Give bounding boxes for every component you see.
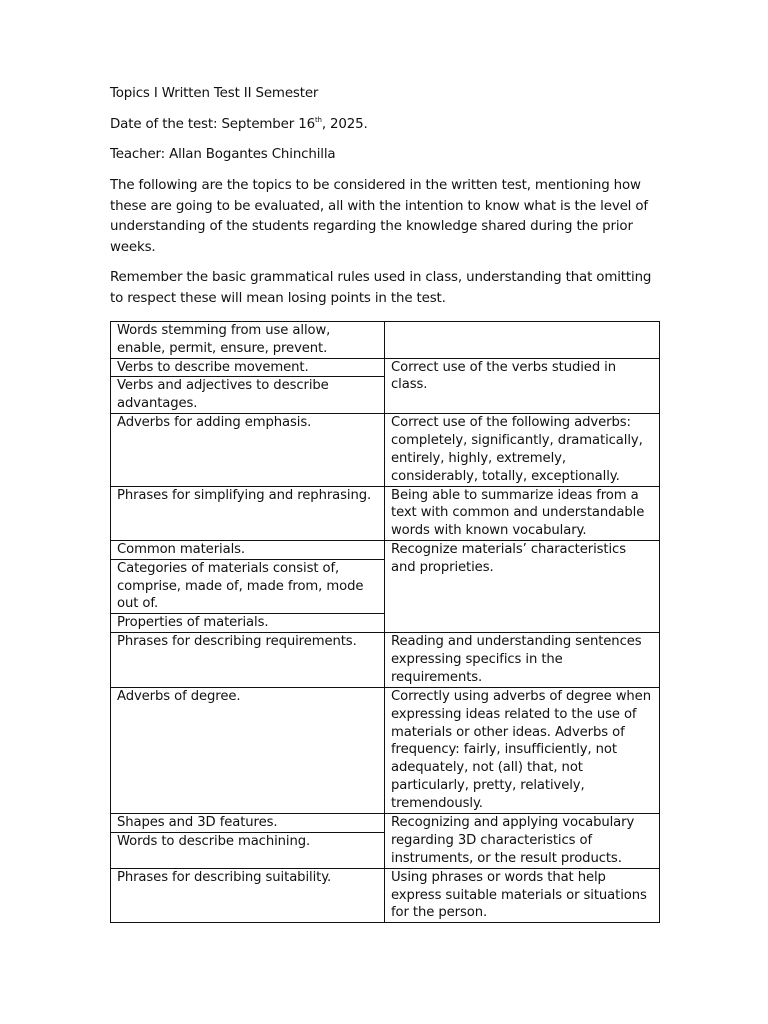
evaluation-cell: Using phrases or words that help express suitable materials or situations for the person. — [385, 868, 660, 922]
topic-cell: Verbs and adjectives to describe advantages. — [111, 377, 385, 414]
test-date-ordinal: th — [314, 115, 322, 124]
topic-cell: Common materials. — [111, 540, 385, 559]
table-row — [111, 486, 660, 540]
topic-cell: Phrases for describing suitability. — [111, 868, 385, 922]
evaluation-cell — [385, 322, 660, 359]
evaluation-cell: Correct use of the verbs studied in class. — [385, 358, 660, 414]
evaluation-cell: Correctly using adverbs of degree when expressing ideas related to the use of materials or other ideas. Adverbs of frequency: fairly, insufficiently, not adequately, not (all) that, not particularly, pretty, relatively, tremendously. — [385, 687, 660, 813]
topic-cell: Phrases for simplifying and rephrasing. — [111, 486, 385, 540]
table-row — [111, 358, 660, 377]
evaluation-cell: Recognize materials’ characteristics and proprieties. — [385, 540, 660, 632]
table-row — [111, 322, 660, 359]
document-title: Topics I Written Test II Semester — [110, 86, 319, 101]
evaluation-cell: Being able to summarize ideas from a text with common and understandable words with known vocabulary. — [385, 486, 660, 540]
evaluation-cell: Recognizing and applying vocabulary regarding 3D characteristics of instruments, or the result products. — [385, 813, 660, 868]
topics-table — [110, 321, 660, 923]
evaluation-cell: Correct use of the following adverbs: completely, significantly, dramatically, entirely, highly, extremely, considerably, totally, exceptionally. — [385, 414, 660, 486]
table-row — [111, 813, 660, 832]
test-date-suffix: , 2025. — [321, 117, 368, 132]
table-row — [111, 687, 660, 813]
topic-cell: Properties of materials. — [111, 614, 385, 633]
table-row — [111, 414, 660, 486]
teacher-name: Teacher: Allan Bogantes Chinchilla — [110, 147, 336, 162]
test-date-prefix: Date of the test: September 16 — [110, 117, 315, 132]
table-row — [111, 868, 660, 922]
topic-cell: Adverbs of degree. — [111, 687, 385, 813]
topic-cell: Words stemming from use allow, enable, permit, ensure, prevent. — [111, 322, 385, 359]
table-row — [111, 540, 660, 559]
topic-cell: Verbs to describe movement. — [111, 358, 385, 377]
test-date — [110, 115, 368, 136]
topic-cell: Adverbs for adding emphasis. — [111, 414, 385, 486]
topic-cell: Phrases for describing requirements. — [111, 632, 385, 687]
intro-paragraph: The following are the topics to be considered in the written test, mentioning how these are going to be evaluated, all with the intention to know what is the level of understanding of the students regarding the knowledge shared during the prior weeks. — [110, 178, 648, 255]
reminder-paragraph: Remember the basic grammatical rules used in class, understanding that omitting to respect these will mean losing points in the test. — [110, 270, 652, 306]
table-row — [111, 632, 660, 687]
topic-cell: Categories of materials consist of, comprise, made of, made from, mode out of. — [111, 559, 385, 613]
topic-cell: Words to describe machining. — [111, 832, 385, 868]
topic-cell: Shapes and 3D features. — [111, 813, 385, 832]
evaluation-cell: Reading and understanding sentences expressing specifics in the requirements. — [385, 632, 660, 687]
